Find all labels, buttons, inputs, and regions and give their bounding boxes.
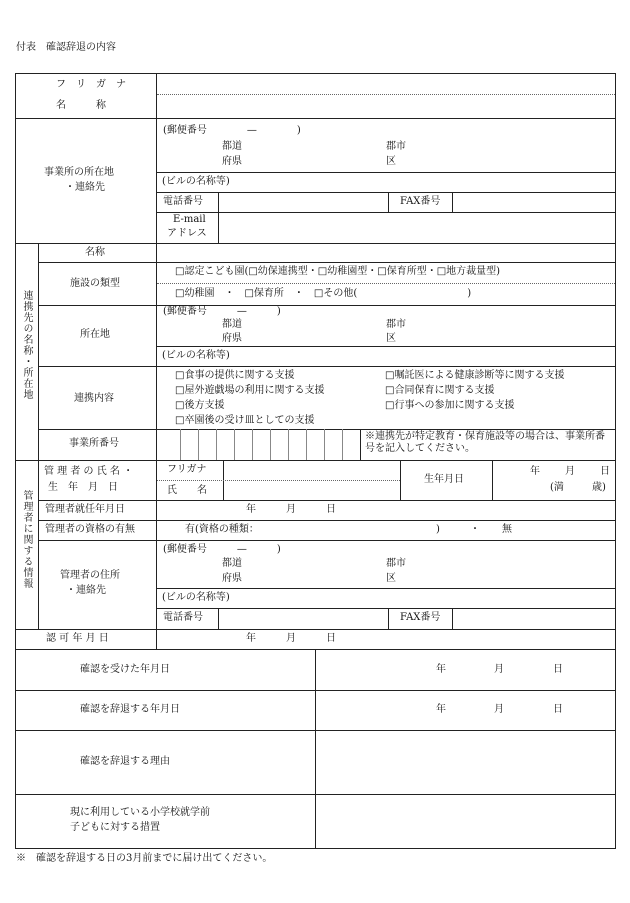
content-option-backup[interactable]: □後方支援 [175,400,225,411]
manager-postal-label: (郵便番号 — ) [163,544,281,555]
office-gunshi: 郡市 [386,141,406,152]
qualification-label: 管理者の資格の有無 [45,524,135,535]
partner-todou: 都道 [222,319,242,330]
content-option-outdoor[interactable]: □屋外遊戯場の利用に関する支援 [175,385,325,396]
partner-side-label: 連携先の名称・所在地 [21,290,32,400]
office-building-label: (ビルの名称等) [162,176,230,187]
measures-field[interactable] [318,797,612,845]
facility-type-options-2[interactable]: □幼稚園 ・ □保育所 ・ □その他( ) [175,288,472,299]
reason-label: 確認を辞退する理由 [80,756,170,767]
partner-content-label: 連携内容 [74,393,114,404]
manager-side-label: 管理者に関する情報 [21,490,32,589]
approval-date[interactable]: 年 月 日 [246,633,336,644]
decline-date-label: 確認を辞退する年月日 [80,704,180,715]
partner-building-label: (ビルの名称等) [162,350,230,361]
office-number-label: 事業所番号 [69,438,119,449]
manager-fax-field[interactable] [454,610,613,627]
office-tel-field[interactable] [220,194,386,210]
manager-tel-field[interactable] [220,610,386,627]
furigana-field[interactable] [160,76,612,92]
partner-name-label: 名称 [85,247,105,258]
facility-type-options-1[interactable]: □認定こども園(□幼保連携型・□幼稚園型・□保育所型・□地方裁量型) [175,266,501,277]
manager-name-field[interactable] [226,482,398,498]
measures-label-2: 子どもに対する措置 [70,822,160,833]
age-close: 歳) [592,482,606,493]
qualification-yes[interactable]: 有(資格の種類： [185,524,259,535]
confirmed-date-label: 確認を受けた年月日 [80,664,170,675]
name-field[interactable] [160,97,612,115]
manager-furigana-field[interactable] [226,462,398,478]
office-label-2: ・連絡先 [65,182,105,193]
qualification-dot: ・ [470,524,480,535]
office-email-label-2: アドレス [167,228,207,239]
office-fax-field[interactable] [454,194,613,210]
partner-postal-label: (郵便番号 — ) [163,306,281,317]
form-title: 付表 確認辞退の内容 [16,42,116,53]
name-label: 名 称 [56,100,106,111]
office-todou: 都道 [222,141,242,152]
office-number-note: ※連携先が特定教育・保育施設等の場合は、事業所番号を記入してください。 [365,431,605,454]
content-option-food[interactable]: □食事の提供に関する支援 [175,370,295,381]
confirmed-day[interactable]: 日 [553,664,563,675]
office-label: 事業所の所在地 [44,167,114,178]
manager-name-birth-label-2: 生 年 月 日 [48,482,118,493]
measures-label: 現に利用している小学校就学前 [70,807,210,818]
manager-gunshi: 郡市 [386,558,406,569]
birth-year-unit: 年 [530,466,540,477]
appointed-date[interactable]: 年 月 日 [246,504,336,515]
partner-gunshi: 郡市 [386,319,406,330]
decline-year[interactable]: 年 [436,704,446,715]
partner-name-field[interactable] [160,245,612,260]
qualification-no[interactable]: 無 [502,524,512,535]
manager-todou: 都道 [222,558,242,569]
furigana-label: フ リ ガ ナ [56,79,126,90]
reason-field[interactable] [318,733,612,791]
office-email-label: E-mail [173,214,206,225]
confirmed-year[interactable]: 年 [436,664,446,675]
decline-month[interactable]: 月 [494,704,504,715]
content-option-joint[interactable]: □合同保育に関する支援 [385,385,495,396]
office-ku: 区 [386,156,396,167]
content-option-doctor[interactable]: □嘱託医による健康診断等に関する支援 [385,370,565,381]
partner-fuken: 府県 [222,333,242,344]
approval-label: 認 可 年 月 日 [46,633,109,644]
manager-shimei-label: 氏 名 [167,485,207,496]
office-fuken: 府県 [222,156,242,167]
manager-address-label-2: ・連絡先 [66,585,106,596]
manager-building-label: (ビルの名称等) [162,592,230,603]
office-tel-label: 電話番号 [163,196,203,207]
manager-furigana-label: フリガナ [167,464,207,475]
manager-address-label: 管理者の住所 [60,570,120,581]
office-email-field[interactable] [220,214,613,241]
age-open: (満 [550,482,564,493]
office-postal-label: (郵便番号 — ) [163,125,301,136]
partner-ku: 区 [386,333,396,344]
manager-fax-label: FAX番号 [400,612,441,623]
birth-month-unit: 月 [565,466,575,477]
footnote: ※ 確認を辞退する日の3月前までに届け出てください。 [16,853,273,864]
appointed-label: 管理者就任年月日 [45,504,125,515]
birth-day-unit: 日 [600,466,610,477]
manager-fuken: 府県 [222,573,242,584]
facility-type-label: 施設の類型 [70,278,120,289]
partner-location-label: 所在地 [80,329,110,340]
manager-birth-label: 生年月日 [424,474,464,485]
manager-ku: 区 [386,573,396,584]
manager-tel-label: 電話番号 [163,612,203,623]
content-option-events[interactable]: □行事への参加に関する支援 [385,400,515,411]
decline-day[interactable]: 日 [553,704,563,715]
content-option-graduate[interactable]: □卒園後の受け皿としての支援 [175,415,315,426]
qualification-close: ) [436,524,440,535]
confirmed-month[interactable]: 月 [494,664,504,675]
office-fax-label: FAX番号 [400,196,441,207]
manager-name-birth-label: 管 理 者 の 氏 名 ・ [44,466,134,477]
